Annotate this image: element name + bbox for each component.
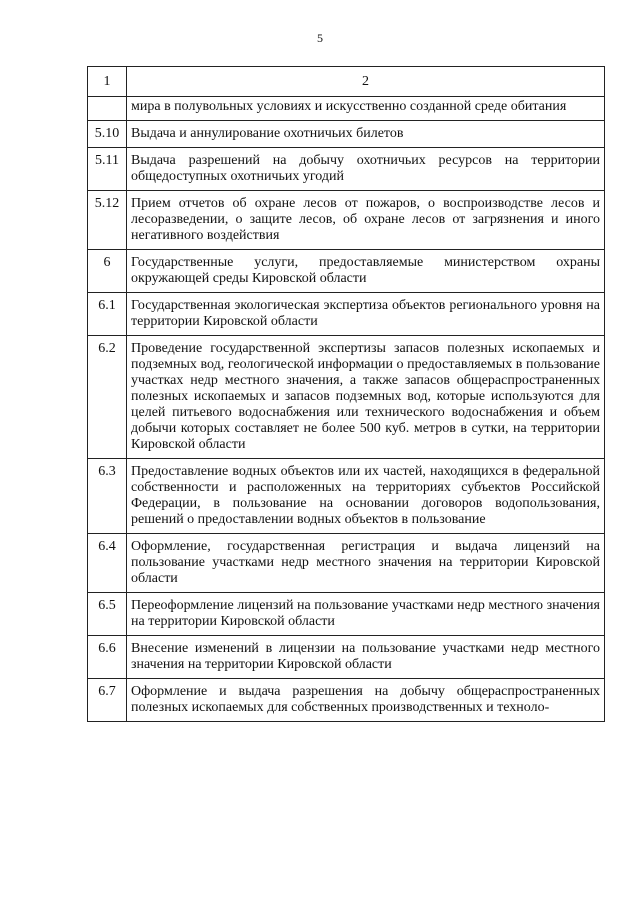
table-row xyxy=(88,121,605,148)
page-number: 5 xyxy=(317,31,323,45)
table-row xyxy=(88,336,605,459)
table-row xyxy=(88,459,605,534)
row-number: 6.4 xyxy=(88,534,127,593)
row-number: 6.6 xyxy=(88,636,127,679)
row-text: Выдача разрешений на добычу охотничьих ресурсов на территории общедоступных охотничьих угодий xyxy=(127,148,605,191)
row-number: 6.5 xyxy=(88,593,127,636)
table-row xyxy=(88,534,605,593)
table-row xyxy=(88,593,605,636)
table-header-row xyxy=(88,67,605,97)
row-text: Внесение изменений в лицензии на пользование участками недр местного значения на территории Кировской области xyxy=(127,636,605,679)
table-row xyxy=(88,191,605,250)
row-number: 6.1 xyxy=(88,293,127,336)
row-text: Выдача и аннулирование охотничьих билетов xyxy=(127,121,605,148)
row-text: Оформление, государственная регистрация и выдача лицензий на пользование участками недр местного значения на территории Кировской области xyxy=(127,534,605,593)
row-number: 6.2 xyxy=(88,336,127,459)
row-text: Проведение государственной экспертизы запасов полезных ископаемых и подземных вод, геологической информации о предоставляемых в пользование участках недр местного значения, а также запасов общераспространенных полезных ископаемых и запасов подземных вод, которые используются для целей питьевого водоснабжения или технического водоснабжения и объем добычи которых составляет не более 500 куб. метров в сутки, на территории Кировской области xyxy=(127,336,605,459)
row-text: Государственная экологическая экспертиза объектов регионального уровня на территории Кировской области xyxy=(127,293,605,336)
table-row xyxy=(88,250,605,293)
table-row xyxy=(88,97,605,121)
row-text: Прием отчетов об охране лесов от пожаров, о воспроизводстве лесов и лесоразведении, о защите лесов, об охране лесов от загрязнения и иного негативного воздействия xyxy=(127,191,605,250)
row-text: мира в полувольных условиях и искусственно созданной среде обитания xyxy=(127,97,605,121)
row-text: Оформление и выдача разрешения на добычу общераспространенных полезных ископаемых для собственных производственных и техноло- xyxy=(127,679,605,722)
row-text: Государственные услуги, предоставляемые министерством охраны окружающей среды Кировской области xyxy=(127,250,605,293)
header-col-2: 2 xyxy=(127,67,605,97)
row-number: 6 xyxy=(88,250,127,293)
table-row xyxy=(88,293,605,336)
row-number: 6.7 xyxy=(88,679,127,722)
row-text: Переоформление лицензий на пользование участками недр местного значения на территории Кировской области xyxy=(127,593,605,636)
services-table xyxy=(87,66,605,722)
row-text: Предоставление водных объектов или их частей, находящихся в федеральной собственности и расположенных на территориях субъектов Российской Федерации, в пользование на основании договоров водопользования, решений о предоставлении водных объектов в пользование xyxy=(127,459,605,534)
table-row xyxy=(88,636,605,679)
row-number xyxy=(88,97,127,121)
table-row xyxy=(88,148,605,191)
table-row xyxy=(88,679,605,722)
row-number: 5.10 xyxy=(88,121,127,148)
row-number: 5.11 xyxy=(88,148,127,191)
row-number: 5.12 xyxy=(88,191,127,250)
row-number: 6.3 xyxy=(88,459,127,534)
header-col-1: 1 xyxy=(88,67,127,97)
